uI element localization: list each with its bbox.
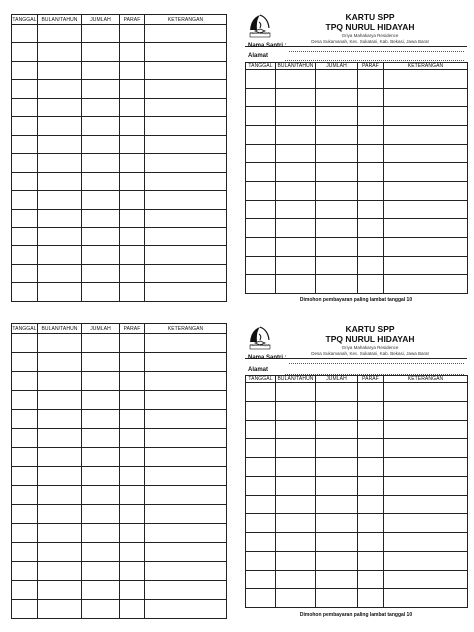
table-row — [246, 200, 468, 219]
table-row — [12, 80, 227, 98]
col-header-tanggal: TANGGAL — [12, 16, 37, 23]
col-header-bulan-tahun: BULAN/TAHUN — [277, 376, 314, 382]
col-header-bulan-tahun: BULAN/TAHUN — [38, 324, 82, 334]
table-row — [246, 70, 468, 89]
table-row — [246, 533, 468, 552]
table-row — [12, 467, 227, 486]
card-title-line1: KARTU SPP — [345, 12, 395, 22]
table-row — [246, 514, 468, 533]
table-row — [12, 172, 227, 190]
address-line1: Griya Mahakarya Residence — [341, 345, 399, 350]
table-row — [12, 353, 227, 372]
table-row — [12, 448, 227, 467]
col-header-tanggal: TANGGAL — [246, 63, 276, 70]
col-header-paraf: PARAF — [120, 15, 145, 25]
col-header-paraf: PARAF — [358, 63, 384, 70]
col-header-paraf: PARAF — [120, 324, 145, 334]
table-row — [12, 429, 227, 448]
alamat-label: Alamat — [248, 367, 269, 373]
table-row — [12, 524, 227, 543]
table-row — [12, 505, 227, 524]
table-row — [12, 43, 227, 61]
col-header-keterangan: KETERANGAN — [145, 15, 227, 25]
col-header-tanggal: TANGGAL — [12, 325, 37, 332]
table-row — [246, 420, 468, 439]
col-header-keterangan: KETERANGAN — [145, 324, 227, 334]
table-row — [12, 562, 227, 581]
table-row — [12, 117, 227, 135]
col-header-keterangan: KETERANGAN — [384, 63, 468, 70]
table-row — [246, 275, 468, 294]
table-row — [12, 600, 227, 619]
col-header-jumlah: JUMLAH — [82, 15, 120, 25]
card-title-line1: KARTU SPP — [345, 324, 395, 334]
table-row — [246, 107, 468, 126]
table-row — [12, 283, 227, 302]
nama-santri-field[interactable] — [289, 363, 464, 364]
table-row — [12, 543, 227, 562]
table-row — [246, 383, 468, 402]
col-header-jumlah: JUMLAH — [316, 376, 358, 383]
table-row — [12, 410, 227, 429]
payment-table-front-bottom — [245, 375, 468, 608]
address-line1: Griya Mahakarya Residence — [341, 33, 399, 38]
payment-table-back-bottom — [11, 323, 227, 619]
col-header-jumlah: JUMLAH — [316, 63, 358, 70]
table-row — [246, 125, 468, 144]
address-line2: Desa Sukamanah, Kec. Sukatani, Kab. Bekasi, Jawa Barat — [311, 351, 429, 356]
table-row — [246, 495, 468, 514]
table-row — [12, 154, 227, 172]
table-row — [246, 219, 468, 238]
table-row — [246, 570, 468, 589]
table-row — [246, 401, 468, 420]
logo-text: Nurul Hidayah — [250, 343, 270, 347]
col-header-tanggal: TANGGAL — [246, 376, 276, 383]
alamat-field[interactable] — [285, 60, 464, 61]
table-row — [12, 581, 227, 600]
table-row — [12, 264, 227, 282]
col-header-bulan-tahun: BULAN/TAHUN — [277, 63, 314, 69]
footer-note: Dimohon pembayaran paling lambat tanggal 10 — [299, 612, 413, 618]
table-row — [246, 256, 468, 275]
table-row — [246, 163, 468, 182]
address-line2: Desa Sukamanah, Kec. Sukatani, Kab. Bekasi, Jawa Barat — [311, 39, 429, 44]
table-row — [12, 486, 227, 505]
footer-note: Dimohon pembayaran paling lambat tanggal 10 — [299, 297, 413, 303]
table-row — [246, 181, 468, 200]
nama-santri-label: Nama Santri : — [248, 355, 287, 361]
col-header-bulan-tahun: BULAN/TAHUN — [38, 15, 82, 25]
table-row — [12, 334, 227, 353]
table-row — [246, 589, 468, 608]
table-row — [12, 25, 227, 43]
table-row — [12, 391, 227, 410]
table-row — [12, 135, 227, 153]
nama-santri-label: Nama Santri : — [248, 43, 287, 49]
table-row — [246, 551, 468, 570]
table-row — [246, 237, 468, 256]
table-row — [12, 98, 227, 116]
card-title-line2: TPQ NURUL HIDAYAH — [325, 22, 415, 32]
nama-santri-field[interactable] — [289, 51, 464, 52]
table-row — [246, 476, 468, 495]
logo-text: Nurul Hidayah — [250, 31, 270, 35]
table-row — [12, 227, 227, 245]
col-header-keterangan: KETERANGAN — [384, 376, 468, 383]
table-row — [246, 458, 468, 477]
card-title-line2: TPQ NURUL HIDAYAH — [325, 334, 415, 344]
payment-table-front-top — [245, 62, 468, 294]
col-header-paraf: PARAF — [358, 376, 384, 383]
table-row — [12, 191, 227, 209]
col-header-jumlah: JUMLAH — [82, 324, 120, 334]
table-row — [246, 144, 468, 163]
table-row — [246, 439, 468, 458]
table-row — [246, 88, 468, 107]
payment-table-back-top — [11, 14, 227, 302]
table-row — [12, 246, 227, 264]
table-row — [12, 372, 227, 391]
table-row — [12, 61, 227, 79]
table-row — [12, 209, 227, 227]
spp-card-front-top — [245, 10, 467, 310]
alamat-label: Alamat — [248, 53, 269, 59]
spp-card-front-bottom — [245, 322, 467, 622]
